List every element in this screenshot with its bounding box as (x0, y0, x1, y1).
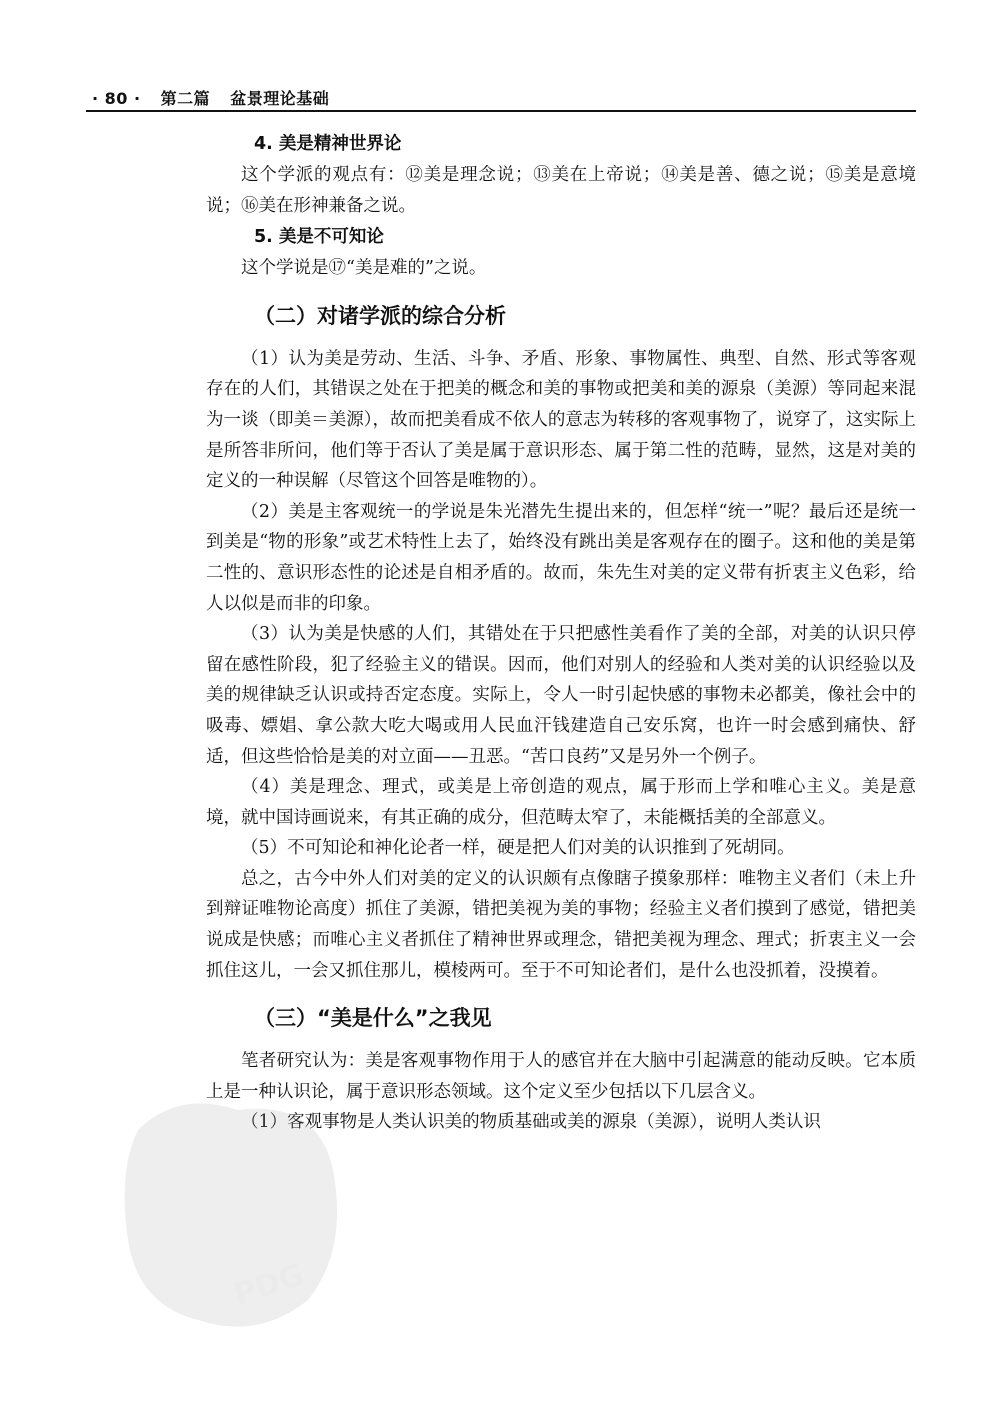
paragraph: （2）美是主客观统一的学说是朱光潜先生提出来的，但怎样“统一”呢？最后还是统一到美是“物的形象”或艺术特性上去了，始终没有跳出美是客观存在的圈子。这和他的美是第二性的、意识形态性的论述是自相矛盾的。故而，朱先生对美的定义带有折衷主义色彩，给人以似是而非的印象。 (206, 501, 916, 614)
watermark-pdg-text: PDG (229, 1257, 309, 1313)
running-header (92, 86, 343, 109)
paragraph: （1）客观事物是人类认识美的物质基础或美的源泉（美源），说明人类认识 (241, 1112, 821, 1133)
library-watermark-stamp (118, 1090, 348, 1340)
sub-heading: 5. 美是不可知论 (254, 227, 384, 248)
part-label: 第二篇 (160, 89, 211, 108)
header-rule (86, 110, 916, 112)
paragraph: 总之，古今中外人们对美的定义的认识颇有点像瞎子摸象那样：唯物主义者们（未上升到辩证唯物论高度）抓住了美源，错把美视为美的事物；经验主义者们摸到了感觉，错把美说成是快感；而唯心主义者抓住了精神世界或理念，错把美视为理念、理式；折衷主义一会抓住这儿，一会又抓住那儿，模棱两可。至于不可知论者们，是什么也没抓着，没摸着。 (206, 868, 916, 981)
paragraph: （3）认为美是快感的人们，其错处在于只把感性美看作了美的全部，对美的认识只停留在感性阶段，犯了经验主义的错误。因而，他们对别人的经验和人类对美的认识经验以及美的规律缺乏认识或持否定态度。实际上，令人一时引起快感的事物未必都美，像社会中的吸毒、嫖娼、拿公款大吃大喝或用人民血汗钱建造自己安乐窝，也许一时会感到痛快、舒适，但这些恰恰是美的对立面——丑恶。“苦口良药”又是另外一个例子。 (206, 624, 916, 767)
paragraph: （5）不可知论和神化论者一样，硬是把人们对美的认识推到了死胡同。 (241, 838, 795, 859)
main-text (206, 128, 916, 1138)
paragraph: 这个学派的观点有：⑫美是理念说；⑬美在上帝说；⑭美是善、德之说；⑮美是意境说；⑯美在形神兼备之说。 (206, 165, 916, 216)
section-heading: （二）对诸学派的综合分析 (254, 303, 506, 328)
section-heading: （三）“美是什么”之我见 (254, 1006, 492, 1031)
page-number: · 80 · (92, 89, 141, 108)
paragraph: 这个学说是⑰“美是难的”之说。 (241, 258, 487, 279)
paragraph: （4）美是理念、理式，或美是上帝创造的观点，属于形而上学和唯心主义。美是意境，就中国诗画说来，有其正确的成分，但范畴太窄了，未能概括美的全部意义。 (206, 777, 916, 828)
watermark-seal-shape (125, 1103, 337, 1326)
paragraph: 笔者研究认为：美是客观事物作用于人的感官并在大脑中引起满意的能动反映。它本质上是一种认识论，属于意识形态领域。这个定义至少包括以下几层含义。 (206, 1051, 916, 1102)
sub-heading: 4. 美是精神世界论 (254, 134, 402, 154)
paragraph: （1）认为美是劳动、生活、斗争、矛盾、形象、事物属性、典型、自然、形式等客观存在的人们，其错误之处在于把美的概念和美的事物或把美和美的源泉（美源）等同起来混为一谈（即美＝美源），故而把美看成不依人的意志为转移的客观事物了，说穿了，这实际上是所答非所问，他们等于否认了美是属于意识形态、属于第二性的范畴，显然，这是对美的定义的一种误解（尽管这个回答是唯物的）。 (206, 348, 916, 492)
part-title: 盆景理论基础 (230, 89, 330, 108)
